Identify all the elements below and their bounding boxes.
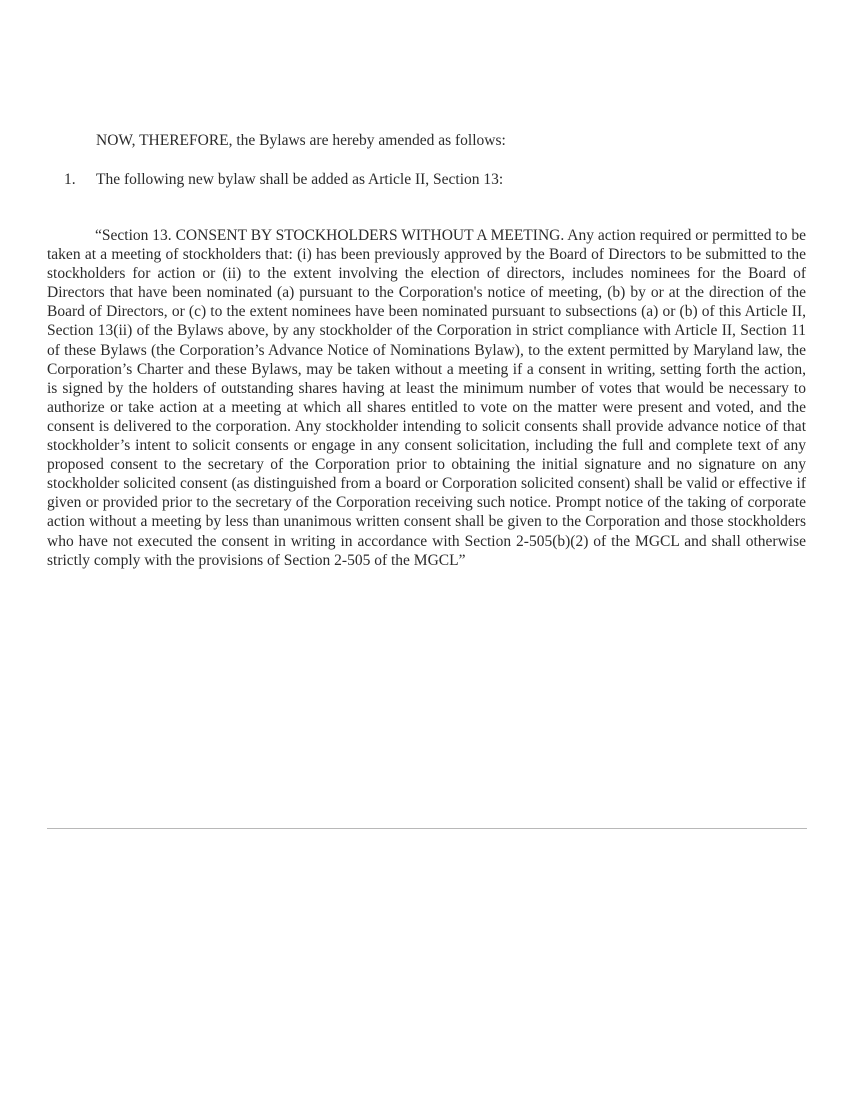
bylaw-section-text: “Section 13. CONSENT BY STOCKHOLDERS WITHOUT A MEETING. Any action required or permitted to be taken at a meeting of stockholders that: (i) has been previously approved by the Board of Directors to be submitted to the stockholders for action or (ii) to the extent involving the election of directors, includes nominees for the Board of Directors that have been nominated (a) pursuant to the Corporation's notice of meeting, (b) by or at the direction of the Board of Directors, or (c) to the extent nominees have been nominated pursuant to subsections (a) or (b) of this Article II, Section 13(ii) of the Bylaws above, by any stockholder of the Corporation in strict compliance with Article II, Section 11 of these Bylaws (the Corporation’s Advance Notice of Nominations Bylaw), to the extent permitted by Maryland law, the Corporation’s Charter and these Bylaws, may be taken without a meeting if a consent in writing, setting forth the action, is signed by the holders of outstanding shares having at least the minimum number of votes that would be necessary to authorize or take action at a meeting at which all shares entitled to vote on the matter were present and voted, and the consent is delivered to the corporation. Any stockholder intending to solicit consents shall provide advance notice of that stockholder’s intent to solicit consents or engage in any consent solicitation, including the full and complete text of any proposed consent to the secretary of the Corporation prior to obtaining the initial signature and no signature on any stockholder solicited consent (as distinguished from a board or Corporation solicited consent) shall be valid or effective if given or provided prior to the secretary of the Corporation receiving such notice. Prompt notice of the taking of corporate action without a meeting by less than unanimous written consent shall be given to the Corporation and those stockholders who have not executed the consent in writing in accordance with Section 2-505(b)(2) of the MGCL and shall otherwise strictly comply with the provisions of Section 2-505 of the MGCL” (47, 227, 806, 569)
numbered-item (64, 170, 503, 189)
item-number: 1. (64, 171, 76, 188)
horizontal-divider (47, 828, 807, 829)
intro-paragraph: NOW, THEREFORE, the Bylaws are hereby amended as follows: (96, 132, 506, 149)
item-text: The following new bylaw shall be added as Article II, Section 13: (96, 171, 504, 188)
